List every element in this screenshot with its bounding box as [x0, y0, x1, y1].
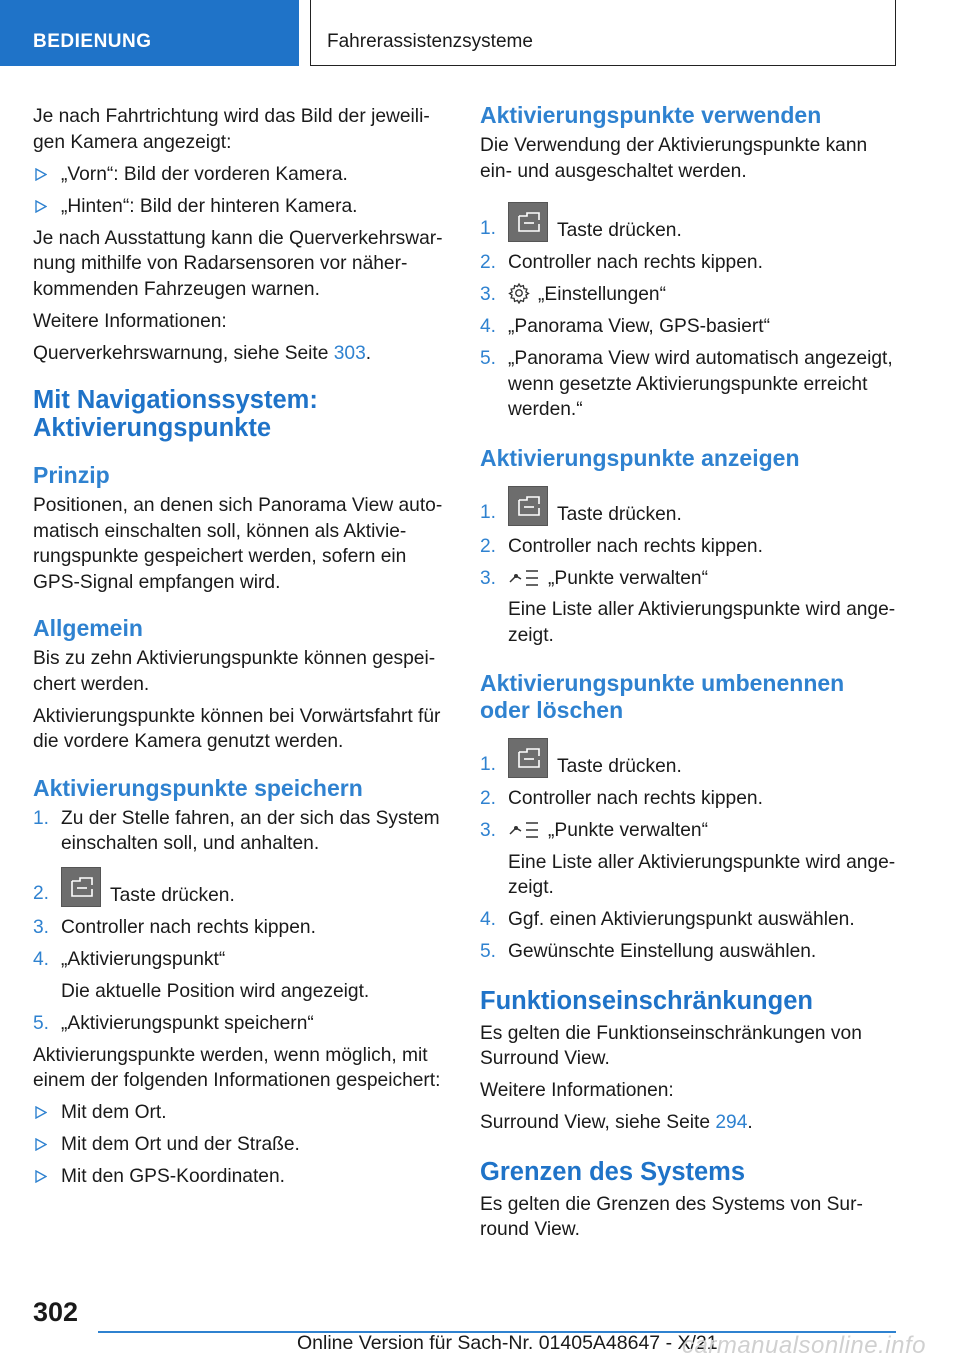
- list-item: 3. „Punkte verwalten“ Eine Liste aller Aktivierungspunkte wird ange-zeigt.: [480, 567, 896, 646]
- list-item: 1. Taste drücken.: [480, 484, 896, 528]
- heading-navigation: Mit Navigationssystem: Aktivierungspunkte: [33, 386, 318, 442]
- grenzen-paragraph: Es gelten die Grenzen des Systems von Sur-round View.: [480, 1193, 863, 1240]
- cross-reference: Querverkehrswarnung, siehe Seite 303.: [33, 342, 372, 364]
- allgemein-paragraph-2: Aktivierungspunkte können bei Vorwärtsfahrt für die vordere Kamera genutzt werden.: [33, 705, 441, 752]
- chapter-label: Fahrerassistenzsysteme: [327, 31, 533, 52]
- triangle-bullet-icon: [35, 1138, 47, 1151]
- list-item: „Vorn“: Bild der vorderen Kamera.: [33, 162, 443, 188]
- chapter-tab: [310, 0, 896, 66]
- heading-prinzip: Prinzip: [33, 462, 110, 488]
- page-link-303[interactable]: 303: [333, 342, 366, 364]
- list-item: 4. „Panorama View, GPS-basiert“: [480, 316, 770, 337]
- triangle-bullet-icon: [35, 200, 47, 213]
- saved-paragraph: Aktivierungspunkte werden, wenn möglich, mit einem der folgenden Informationen gespeichert:: [33, 1044, 441, 1091]
- list-item: 1. Zu der Stelle fahren, an der sich das System einschalten soll, und anhalten.: [33, 807, 440, 854]
- cross-traffic-paragraph: Je nach Ausstattung kann die Querverkehrswar-nung mithilfe von Radarsensoren vor näher-kommenden Fahrzeugen warnen.: [33, 227, 443, 300]
- list-item: 2. Controller nach rechts kippen.: [480, 788, 763, 809]
- list-item: 2. Taste drücken.: [33, 863, 443, 909]
- page-link-294[interactable]: 294: [715, 1112, 748, 1133]
- camera-button-icon: [508, 202, 548, 242]
- list-item: 2. Controller nach rechts kippen.: [480, 535, 763, 557]
- list-item: 3. „Punkte verwalten“ Eine Liste aller Aktivierungspunkte wird ange-zeigt.: [480, 820, 896, 898]
- more-info-label: Weitere Informationen:: [480, 1080, 674, 1101]
- list-item: 5. „Aktivierungspunkt speichern“: [33, 1012, 314, 1034]
- left-column: [33, 104, 443, 1196]
- verwenden-paragraph: Die Verwendung der Aktivierungspunkte kann ein- und ausgeschaltet werden.: [480, 135, 868, 182]
- page-header: [0, 0, 960, 66]
- umbenennen-steps: [480, 736, 896, 965]
- section-label: BEDIENUNG: [33, 31, 152, 52]
- speichern-steps: [33, 806, 443, 1037]
- cross-reference: Surround View, siehe Seite 294.: [480, 1112, 753, 1133]
- section-tab: [0, 0, 299, 66]
- list-item: 5. Gewünschte Einstellung auswählen.: [480, 941, 817, 962]
- list-item: 1. Taste drücken.: [480, 200, 896, 244]
- intro-paragraph: Je nach Fahrtrichtung wird das Bild der jeweili-gen Kamera angezeigt:: [33, 106, 430, 153]
- prinzip-paragraph: Positionen, an denen sich Panorama View auto-matisch einschalten soll, können als Aktivie-rungspunkte gespeichert werden, sofern ein GPS-Signal empfangen wird.: [33, 495, 443, 593]
- right-column: [480, 102, 896, 1249]
- allgemein-paragraph-1: Bis zu zehn Aktivierungspunkte können gespei-chert werden.: [33, 648, 436, 695]
- funktion-paragraph: Es gelten die Funktionseinschränkungen von Surround View.: [480, 1022, 862, 1069]
- verwenden-steps: [480, 200, 896, 423]
- triangle-bullet-icon: [35, 1170, 47, 1183]
- saved-list: [33, 1100, 443, 1190]
- list-item: 4. Ggf. einen Aktivierungspunkt auswählen.: [480, 909, 855, 930]
- page-number: 302: [33, 1297, 79, 1327]
- camera-list: [33, 162, 443, 220]
- list-item: Mit den GPS-Koordinaten.: [33, 1164, 443, 1190]
- camera-button-icon: [508, 486, 548, 526]
- list-item: 3. Controller nach rechts kippen.: [33, 917, 316, 938]
- heading-funktionseinschraenkungen: Funktionseinschränkungen: [480, 986, 813, 1015]
- more-info-label: Weitere Informationen:: [33, 310, 227, 332]
- manage-points-icon: [508, 568, 540, 588]
- list-item: 1. Taste drücken.: [480, 736, 896, 780]
- online-version-label: Online Version für Sach-Nr. 01405A48647 - X/21: [297, 1332, 718, 1354]
- heading-anzeigen: Aktivierungspunkte anzeigen: [480, 444, 800, 471]
- heading-umbenennen: Aktivierungspunkte umbenennen oder löschen: [480, 670, 845, 723]
- camera-button-icon: [61, 867, 101, 907]
- list-item: 3. „Einstellungen“: [480, 284, 666, 305]
- heading-grenzen: Grenzen des Systems: [480, 1157, 746, 1186]
- list-item: 4. „Aktivierungspunkt“ Die aktuelle Position wird angezeigt.: [33, 949, 370, 1002]
- list-item: Mit dem Ort und der Straße.: [33, 1132, 443, 1158]
- list-item: „Hinten“: Bild der hinteren Kamera.: [33, 194, 443, 220]
- camera-button-icon: [508, 738, 548, 778]
- list-item: 2. Controller nach rechts kippen.: [480, 252, 763, 273]
- heading-speichern: Aktivierungspunkte speichern: [33, 774, 363, 801]
- manage-points-icon: [508, 820, 540, 840]
- triangle-bullet-icon: [35, 168, 47, 181]
- triangle-bullet-icon: [35, 1106, 47, 1119]
- gear-icon: [508, 282, 530, 304]
- anzeigen-steps: [480, 484, 896, 649]
- list-item: Mit dem Ort.: [33, 1100, 443, 1126]
- watermark: carmanualsonline.info: [682, 1332, 926, 1359]
- list-item: 5. „Panorama View wird automatisch angezeigt, wenn gesetzte Aktivierungspunkte erreicht werden.“: [480, 348, 893, 420]
- heading-verwenden: Aktivierungspunkte verwenden: [480, 102, 822, 128]
- heading-allgemein: Allgemein: [33, 615, 143, 641]
